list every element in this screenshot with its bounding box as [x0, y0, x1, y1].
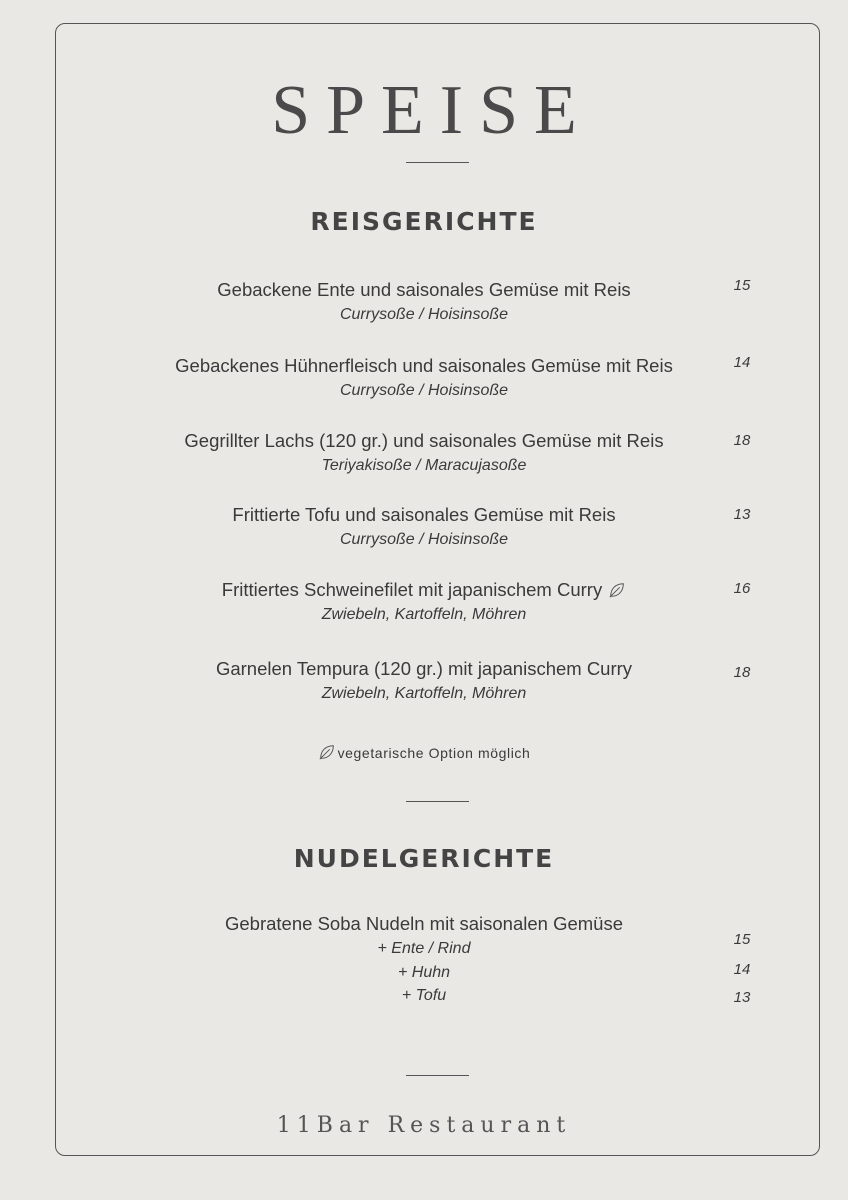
- item-price: 14: [733, 354, 751, 371]
- item-option: + Tofu: [401, 987, 447, 1004]
- item-description: Currysoße / Hoisinsoße: [339, 382, 509, 399]
- item-name: Gebratene Soba Nudeln mit saisonalen Gemüse: [225, 913, 623, 934]
- item-description: Teriyakisoße / Maracujasoße: [321, 457, 527, 474]
- item-price: 13: [733, 506, 751, 523]
- divider: [406, 801, 469, 802]
- item-description: Zwiebeln, Kartoffeln, Möhren: [321, 606, 527, 623]
- item-name: Garnelen Tempura (120 gr.) mit japanischem Curry: [215, 658, 633, 679]
- item-price: 15: [733, 277, 751, 294]
- item-description: Currysoße / Hoisinsoße: [339, 306, 509, 323]
- divider: [406, 162, 469, 163]
- note-text: vegetarische Option möglich: [337, 745, 531, 761]
- option-price: 14: [733, 961, 751, 978]
- item-name: Frittierte Tofu und saisonales Gemüse mit Reis: [232, 504, 616, 525]
- item-price: 16: [733, 580, 751, 597]
- item-description: Currysoße / Hoisinsoße: [339, 531, 509, 548]
- item-description: Zwiebeln, Kartoffeln, Möhren: [321, 685, 527, 702]
- vegetarian-note: [0, 743, 848, 761]
- leaf-icon: [318, 743, 336, 761]
- item-option: + Ente / Rind: [377, 940, 471, 957]
- section-heading-reisgerichte: REISGERICHTE: [310, 207, 538, 236]
- option-price: 13: [733, 989, 751, 1006]
- item-price: 18: [733, 432, 751, 449]
- item-name: Gebackenes Hühnerfleisch und saisonales Gemüse mit Reis: [175, 355, 673, 376]
- item-name: Frittiertes Schweinefilet mit japanischem Curry: [221, 579, 603, 600]
- divider: [406, 1075, 469, 1076]
- item-name: Gegrillter Lachs (120 gr.) und saisonales Gemüse mit Reis: [184, 430, 664, 451]
- leaf-icon: [608, 581, 626, 599]
- item-price: 18: [733, 664, 751, 681]
- restaurant-name: 11Bar Restaurant: [276, 1113, 572, 1138]
- item-name: Gebackene Ente und saisonales Gemüse mit Reis: [217, 279, 631, 300]
- section-heading-nudelgerichte: NUDELGERICHTE: [293, 844, 555, 873]
- page-title: SPEISE: [271, 72, 593, 149]
- item-option: + Huhn: [397, 964, 451, 981]
- option-price: 15: [733, 931, 751, 948]
